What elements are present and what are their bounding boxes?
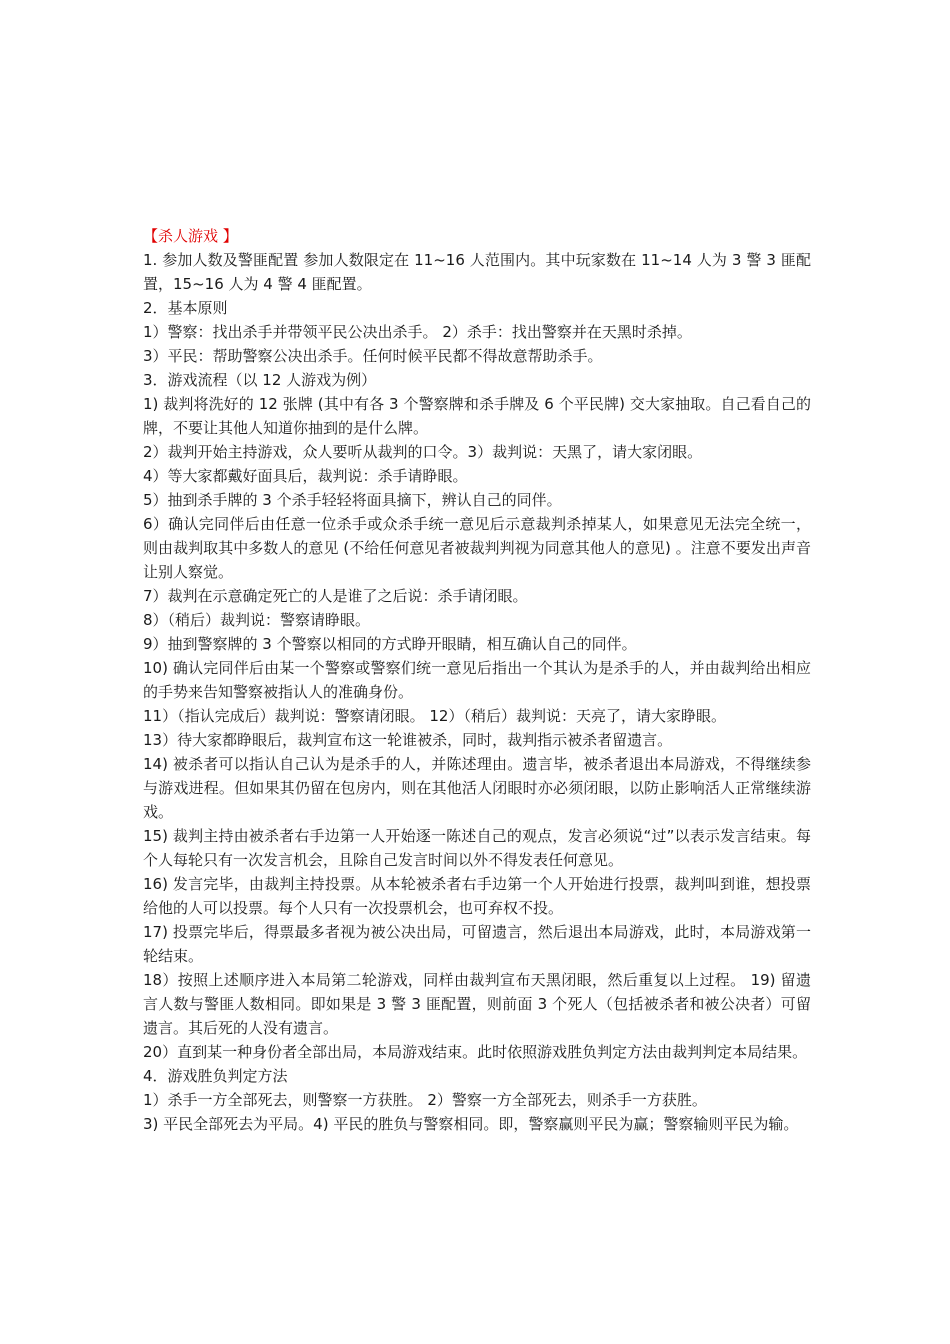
paragraph-step-1: 1) 裁判将洗好的 12 张牌 (其中有各 3 个警察牌和杀手牌及 6 个平民牌) 交大家抽取。自己看自己的牌，不要让其他人知道你抽到的是什么牌。 — [143, 395, 811, 437]
section-heading-game-flow: 3．游戏流程（以 12 人游戏为例） — [143, 371, 377, 389]
paragraph-step-20: 20）直到某一种身份者全部出局，本局游戏结束。此时依照游戏胜负判定方法由裁判判定本局结果。 — [143, 1043, 808, 1061]
paragraph-step-4: 4）等大家都戴好面具后，裁判说：杀手请睁眼。 — [143, 467, 468, 485]
paragraph-step-15: 15) 裁判主持由被杀者右手边第一人开始逐一陈述自己的观点，发言必须说“过”以表示发言结束。每个人每轮只有一次发言机会，且除自己发言时间以外不得发表任何意见。 — [143, 827, 811, 869]
paragraph-step-17: 17) 投票完毕后，得票最多者视为被公决出局，可留遗言，然后退出本局游戏，此时，本局游戏第一轮结束。 — [143, 923, 811, 965]
paragraph-step-16: 16) 发言完毕，由裁判主持投票。从本轮被杀者右手边第一个人开始进行投票，裁判叫到谁，想投票给他的人可以投票。每个人只有一次投票机会，也可弃权不投。 — [143, 875, 811, 917]
section-heading-basic-rules: 2．基本原则 — [143, 299, 228, 317]
paragraph-step-6: 6）确认完同伴后由任意一位杀手或众杀手统一意见后示意裁判杀掉某人，如果意见无法完全统一，则由裁判取其中多数人的意见 (不给任何意见者被裁判判视为同意其他人的意见) 。注意不要发出声音让别人察觉。 — [143, 515, 811, 581]
paragraph-step-9: 9）抽到警察牌的 3 个警察以相同的方式睁开眼睛，相互确认自己的同伴。 — [143, 635, 637, 653]
paragraph-step-11-12: 11）（指认完成后）裁判说：警察请闭眼。 12）（稍后）裁判说：天亮了，请大家睁眼。 — [143, 707, 726, 725]
paragraph-step-14: 14) 被杀者可以指认自己认为是杀手的人，并陈述理由。遗言毕，被杀者退出本局游戏，不得继续参与游戏进程。但如果其仍留在包房内，则在其他活人闭眼时亦必须闭眼，以防止影响活人正常继续游戏。 — [143, 755, 811, 821]
paragraph-step-7: 7）裁判在示意确定死亡的人是谁了之后说：杀手请闭眼。 — [143, 587, 528, 605]
paragraph-win-1-2: 1）杀手一方全部死去，则警察一方获胜。 2）警察一方全部死去，则杀手一方获胜。 — [143, 1091, 707, 1109]
paragraph-step-18-19: 18）按照上述顺序进入本局第二轮游戏，同样由裁判宣布天黑闭眼，然后重复以上过程。 19) 留遗言人数与警匪人数相同。即如果是 3 警 3 匪配置，则前面 3 个死人（包括被杀者和被公决者）可留遗言。其后死的人没有遗言。 — [143, 971, 811, 1037]
paragraph-step-2-3: 2）裁判开始主持游戏，众人要听从裁判的口令。3）裁判说：天黑了，请大家闭眼。 — [143, 443, 703, 461]
paragraph-step-8: 8）（稍后）裁判说：警察请睁眼。 — [143, 611, 371, 629]
section-heading-win-conditions: 4．游戏胜负判定方法 — [143, 1067, 288, 1085]
document-body — [143, 224, 811, 1136]
paragraph-win-3-4: 3) 平民全部死去为平局。4) 平民的胜负与警察相同。即，警察赢则平民为赢；警察输则平民为输。 — [143, 1115, 799, 1133]
paragraph-police-killer: 1）警察：找出杀手并带领平民公决出杀手。 2）杀手：找出警察并在天黑时杀掉。 — [143, 323, 692, 341]
paragraph-civilian: 3）平民：帮助警察公决出杀手。任何时候平民都不得故意帮助杀手。 — [143, 347, 603, 365]
paragraph-step-5: 5）抽到杀手牌的 3 个杀手轻轻将面具摘下，辨认自己的同伴。 — [143, 491, 562, 509]
document-title: 【杀人游戏 】 — [143, 227, 238, 245]
paragraph-step-13: 13）待大家都睁眼后，裁判宣布这一轮谁被杀，同时，裁判指示被杀者留遗言。 — [143, 731, 673, 749]
paragraph-step-10: 10) 确认完同伴后由某一个警察或警察们统一意见后指出一个其认为是杀手的人，并由裁判给出相应的手势来告知警察被指认人的准确身份。 — [143, 659, 811, 701]
paragraph-player-config: 1. 参加人数及警匪配置 参加人数限定在 11~16 人范围内。其中玩家数在 11~14 人为 3 警 3 匪配置，15~16 人为 4 警 4 匪配置。 — [143, 251, 811, 293]
